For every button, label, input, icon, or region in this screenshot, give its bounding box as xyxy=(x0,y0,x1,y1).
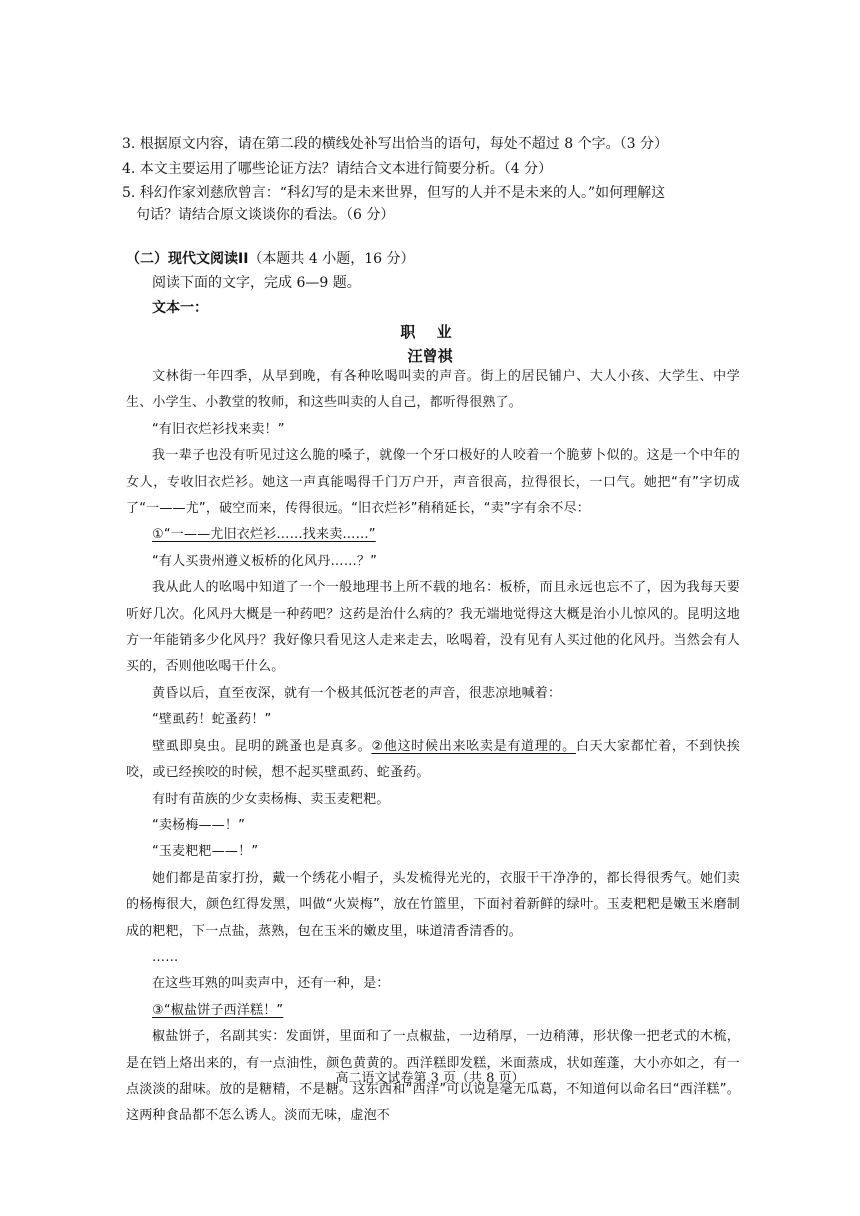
underlined-sentence-1: ①“一——尤旧衣烂衫……找来卖……” xyxy=(152,527,376,543)
paragraph: “有人买贵州遵义板桥的化风丹……？” xyxy=(152,553,378,569)
paragraph: 我从此人的吆喝中知道了一个一般地理书上所不载的地名：板桥，而且永远也忘不了，因为我每天要听好几次。化风丹大概是一种药吧？这药是治什么病的？我无端地觉得这大概是治小儿惊风的。昆明这地方一年能销多少化风丹？我好像只看见这人走来走去，吆喝着，没有见有人买过他的化风丹。当然会有人买的，否则他吆喝干什么。 xyxy=(126,580,740,675)
paragraph-underlined-1 xyxy=(126,522,740,548)
paragraph: “玉麦粑粑——！” xyxy=(152,844,259,860)
sentence-part: 白天大家都忙着，不到快挨咬，或已经挨咬的时候，想不起买壁虱药、蛇蚤药。 xyxy=(126,738,740,781)
ellipsis: …… xyxy=(152,949,179,965)
question-3: 3. 根据原文内容，请在第二段的横线处补写出恰当的语句，每处不超过 8 个字。（3 分） xyxy=(122,136,668,152)
section-heading-rest: （本题共 4 小题，16 分） xyxy=(248,251,415,267)
paragraph-with-underline-2 xyxy=(126,734,740,787)
paragraph: “壁虱药！蛇蚤药！” xyxy=(152,712,272,728)
question-5 xyxy=(122,182,742,226)
paragraph: 有时有苗族的少女卖杨梅、卖玉麦粑粑。 xyxy=(152,791,390,807)
paragraph: “有旧衣烂衫找来卖！” xyxy=(152,421,285,437)
paragraph: 她们都是苗家打扮，戴一个绣花小帽子，头发梳得光光的，衣服干干净净的，都长得很秀气。她们卖的杨梅很大，颜色红得发黑，叫做“火炭梅”，放在竹篮里，下面衬着新鲜的绿叶。玉麦粑粑是嫩玉米磨制成的粑粑，下一点盐，蒸熟，包在玉米的嫩皮里，味道清香清香的。 xyxy=(126,870,740,939)
underlined-sentence-3: ③“椒盐饼子西洋糕！” xyxy=(152,1002,284,1018)
paragraph-underlined-3 xyxy=(126,998,740,1024)
underlined-sentence-2: ②他这时候出来吆卖是有道理的。 xyxy=(371,738,576,754)
question-5-line-1: 5. 科幻作家刘慈欣曾言：“科幻写的是未来世界，但写的人并不是未来的人。”如何理解这 xyxy=(122,185,666,201)
section-heading-bold: （二）现代文阅读II xyxy=(126,251,249,267)
page-footer: 高二语文试卷第 3 页（共 8 页） xyxy=(335,1071,525,1086)
paragraph: 在这些耳熟的叫卖声中，还有一种，是： xyxy=(152,976,390,992)
question-4: 4. 本文主要运用了哪些论证方法？请结合文本进行简要分析。（4 分） xyxy=(122,161,553,177)
article-author: 汪曾祺 xyxy=(407,347,453,365)
section-heading xyxy=(126,248,415,270)
sentence-part: 壁虱即臭虫。昆明的跳蚤也是真多。 xyxy=(152,738,372,754)
paragraph: “卖杨梅——！” xyxy=(152,817,246,833)
reading-instruction: 阅读下面的文字，完成 6—9 题。 xyxy=(152,275,361,291)
paragraph: 我一辈子也没有听见过这么脆的嗓子，就像一个牙口极好的人咬着一个脆萝卜似的。这是一个中年的女人，专收旧衣烂衫。她这一声真能喝得千门万户开，声音很高，拉得很长，一口气。她把“有”字切成了“一——尤”，破空而来，传得很远。“旧衣烂衫”稍稍延长，“卖”字有余不尽： xyxy=(126,448,740,517)
article-body xyxy=(126,364,740,1130)
article-title: 职 业 xyxy=(400,323,460,341)
paragraph: 黄昏以后，直至夜深，就有一个极其低沉苍老的声音，很悲凉地喊着： xyxy=(152,685,562,701)
paragraph: 椒盐饼子，名副其实：发面饼，里面和了一点椒盐，一边稍厚，一边稍薄，形状像一把老式的木梳，是在铛上烙出来的，有一点油性，颜色黄黄的。西洋糕即发糕，米面蒸成，状如莲蓬，大小亦如之，有一点淡淡的甜味。放的是糖精，不是糖。这东西和“西洋”可以说是毫无瓜葛，不知道何以命名曰“西洋糕”。这两种食品都不怎么诱人。淡而无味，虚泡不 xyxy=(126,1029,740,1124)
paragraph: 文林街一年四季，从早到晚，有各种吆喝叫卖的声音。街上的居民铺户、大人小孩、大学生、中学生、小学生、小教堂的牧师，和这些叫卖的人自己，都听得很熟了。 xyxy=(126,369,740,411)
text-one-label: 文本一： xyxy=(152,300,208,316)
question-5-line-2: 句话？请结合原文谈谈你的看法。（6 分） xyxy=(136,207,395,223)
